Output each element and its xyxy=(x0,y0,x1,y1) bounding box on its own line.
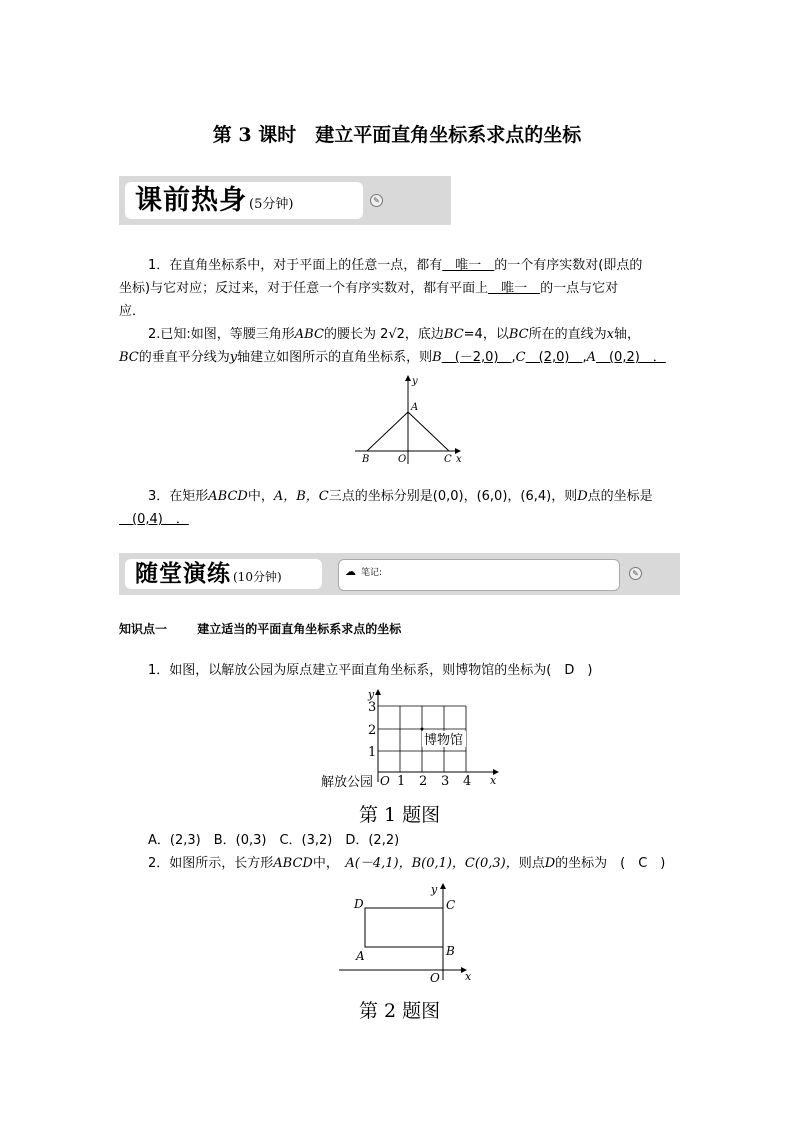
x-tick-3: 3 xyxy=(441,774,450,789)
notes-box[interactable] xyxy=(338,559,620,591)
label-d: D xyxy=(354,897,364,911)
label-b: B xyxy=(362,454,370,465)
notes-label: 笔记: xyxy=(361,568,383,578)
museum-point xyxy=(421,728,424,731)
triangle-figure xyxy=(350,372,475,467)
label-o: O xyxy=(380,774,390,788)
y-tick-1: 1 xyxy=(368,745,377,760)
x-tick-2: 2 xyxy=(419,774,428,789)
y-tick-2: 2 xyxy=(368,723,377,738)
figure-caption: 第 1 题图 xyxy=(359,804,441,826)
y-tick-3: 3 xyxy=(368,700,377,715)
grid-figure xyxy=(318,686,508,792)
label-c: C xyxy=(444,454,452,465)
answer-blank: (2,0) xyxy=(525,350,583,365)
answer-blank: (0,4) ． xyxy=(119,512,189,527)
museum-label: 博物馆 xyxy=(424,733,464,748)
section-time: (5分钟) xyxy=(249,197,294,212)
warmup-question-3: 3．在矩形ABCD中，A，B，C三点的坐标分别是(0,0)，(6,0)，(6,4)，则D点的坐标是 (0,4) ． xyxy=(119,489,653,527)
label-o: O xyxy=(430,971,440,985)
practice-question-2: 2．如图所示，长方形ABCD中， A(－4,1)，B(0,1)，C(0,3)，则点D的坐标为 ( C ) xyxy=(148,856,666,871)
answer-blank: (－2,0) xyxy=(441,350,512,365)
page-title: 第 3 课时 建立平面直角坐标系求点的坐标 xyxy=(212,124,582,146)
answer-options: A．(2,3) B．(0,3) C．(3,2) D．(2,2) xyxy=(148,833,400,848)
side-ab xyxy=(367,412,408,451)
section-heading: 随堂演练 xyxy=(135,561,231,587)
paperclip-icon: ✎ xyxy=(370,194,383,207)
answer-blank: (0,2) ． xyxy=(595,350,666,365)
x-tick-4: 4 xyxy=(463,774,472,789)
figure-caption: 第 2 题图 xyxy=(359,1000,441,1022)
x-tick-1: 1 xyxy=(397,774,406,789)
label-b: B xyxy=(446,944,455,958)
paperclip-icon: ✎ xyxy=(629,567,642,580)
label-x: x xyxy=(490,774,497,787)
warmup-question-1: 1．在直角坐标系中，对于平面上的任意一点，都有 唯一 的一个有序实数对(即点的 坐标)与它对应；反过来，对于任意一个有序实数对，都有平面上 唯一 的一点与它对 应． xyxy=(119,258,643,319)
side-ac xyxy=(408,412,449,451)
cloud-icon: ☁ xyxy=(345,565,356,578)
answer-blank: 唯一 xyxy=(488,281,541,296)
label-a: A xyxy=(411,402,419,413)
label-o: O xyxy=(398,454,407,465)
rectangle-abcd xyxy=(365,908,443,947)
label-y: y xyxy=(412,376,418,387)
rectangle-figure xyxy=(336,880,481,987)
label-a: A xyxy=(356,949,365,963)
label-c: C xyxy=(446,898,456,912)
park-label: 解放公园 xyxy=(321,775,374,790)
section-banner-warmup xyxy=(119,176,451,225)
label-y: y xyxy=(368,688,375,701)
section-heading: 课前热身 xyxy=(135,185,247,216)
answer-blank: 唯一 xyxy=(442,258,495,273)
label-y: y xyxy=(431,883,438,896)
label-x: x xyxy=(456,454,462,465)
section-time: (10分钟) xyxy=(233,570,282,584)
label-x: x xyxy=(465,970,472,983)
practice-question-1: 1．如图，以解放公园为原点建立平面直角坐标系，则博物馆的坐标为( D ) xyxy=(148,663,593,678)
knowledge-point-heading: 知识点一 建立适当的平面直角坐标系求点的坐标 xyxy=(119,622,402,636)
warmup-question-2: 2.已知:如图，等腰三角形ABC的腰长为 2√2，底边BC=4，以BC所在的直线为x轴， BC的垂直平分线为y轴建立如图所示的直角坐标系，则B (－2,0) ,C (2,0) ,A (0,2) ． xyxy=(119,327,666,365)
section-banner-practice xyxy=(119,553,680,595)
